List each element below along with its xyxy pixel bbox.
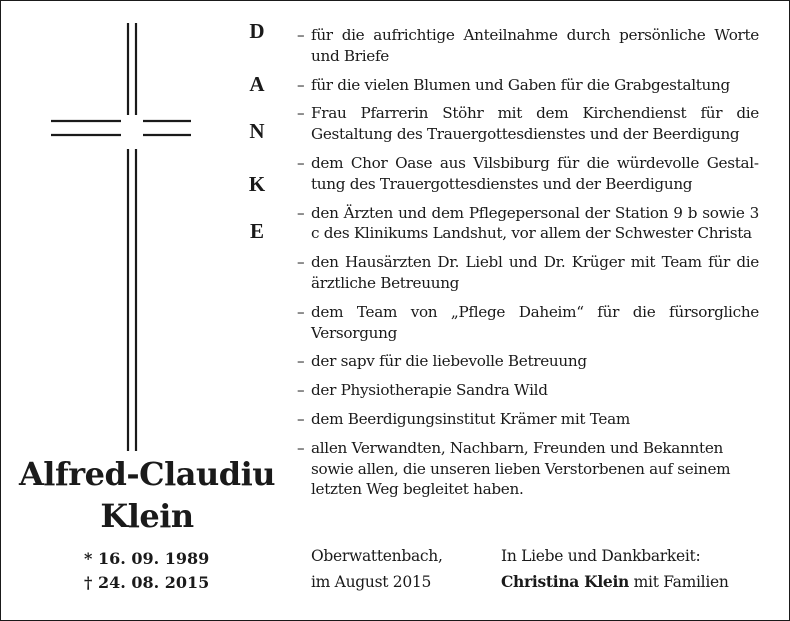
- thanks-text: der sapv für die liebevolle Betreuung: [311, 352, 587, 371]
- thanks-text: der Physiotherapie Sandra Wild: [311, 381, 548, 400]
- place-and-date: [311, 543, 443, 595]
- cross-icon: [51, 23, 191, 453]
- signature-block: [501, 543, 729, 595]
- danke-letter: A: [249, 72, 265, 96]
- thanks-text: für die vielen Blumen und Gaben für die Grabgestaltung: [311, 75, 730, 94]
- thanks-item: [297, 25, 759, 67]
- signer-name: Christina Klein: [501, 572, 630, 591]
- danke-letter: K: [248, 172, 266, 196]
- dash-marker: –: [297, 438, 305, 457]
- thanks-text: den Ärzten und dem Pflegepersonal der Station 9 b sowie 3 c des Klinikums Landshut, vor allem der Schwester Christa: [311, 203, 759, 243]
- signer-rest: mit Familien: [629, 573, 729, 591]
- thanks-item: [297, 438, 759, 500]
- danke-letter: N: [249, 119, 265, 143]
- deceased-last-name: Klein: [100, 497, 194, 535]
- thanks-text: Frau Pfarrerin Stöhr mit dem Kirchendienst für die Gestaltung des Trauergottesdienstes und der Beerdigung: [311, 104, 759, 144]
- dash-marker: –: [297, 409, 305, 428]
- dash-marker: –: [297, 253, 305, 272]
- closing-line: In Liebe und Dankbarkeit:: [501, 547, 701, 565]
- thanks-list: [297, 25, 759, 508]
- thanks-text: allen Verwandten, Nachbarn, Freunden und Bekannten sowie allen, die unseren lieben Verstorbenen auf seinem letzten Weg begleitet haben.: [311, 438, 731, 499]
- thanks-item: [297, 302, 759, 344]
- date: im August 2015: [311, 573, 432, 591]
- dash-marker: –: [297, 75, 305, 94]
- thanks-item: [297, 203, 759, 245]
- thanks-item: [297, 252, 759, 294]
- thanks-text: den Hausärzten Dr. Liebl und Dr. Krüger mit Team für die ärztliche Betreuung: [311, 253, 759, 292]
- deceased-name: [13, 453, 281, 537]
- birth-date: * 16. 09. 1989: [84, 549, 210, 568]
- thanks-item: [297, 351, 759, 372]
- thanks-item: [297, 103, 759, 145]
- thanks-item: [297, 380, 759, 401]
- dash-marker: –: [297, 302, 305, 321]
- danke-letter: D: [249, 19, 265, 43]
- life-dates: [84, 547, 209, 595]
- thanks-text: dem Beerdigungsinstitut Krämer mit Team: [311, 409, 630, 428]
- danke-letter: E: [249, 219, 264, 243]
- deceased-first-name: Alfred-Claudiu: [18, 455, 276, 493]
- thanks-text: dem Chor Oase aus Vilsbiburg für die würdevolle Gestaltung des Trauergottesdienstes und der Beerdigung: [311, 153, 759, 193]
- dash-marker: –: [297, 153, 305, 172]
- signer-line: [501, 569, 729, 595]
- thanks-text: dem Team von „Pflege Daheim“ für die fürsorgliche Versorgung: [311, 302, 759, 342]
- death-date: † 24. 08. 2015: [84, 573, 210, 592]
- dash-marker: –: [297, 26, 305, 44]
- place: Oberwattenbach,: [311, 547, 443, 565]
- dash-marker: –: [297, 381, 305, 400]
- thanks-text: für die aufrichtige Anteilnahme durch persönliche Worte und Briefe: [311, 26, 759, 65]
- dash-marker: –: [297, 104, 305, 123]
- dash-marker: –: [297, 203, 305, 222]
- dash-marker: –: [297, 352, 305, 371]
- thanks-item: [297, 409, 759, 430]
- thanks-item: [297, 75, 759, 96]
- thanks-item: [297, 153, 759, 195]
